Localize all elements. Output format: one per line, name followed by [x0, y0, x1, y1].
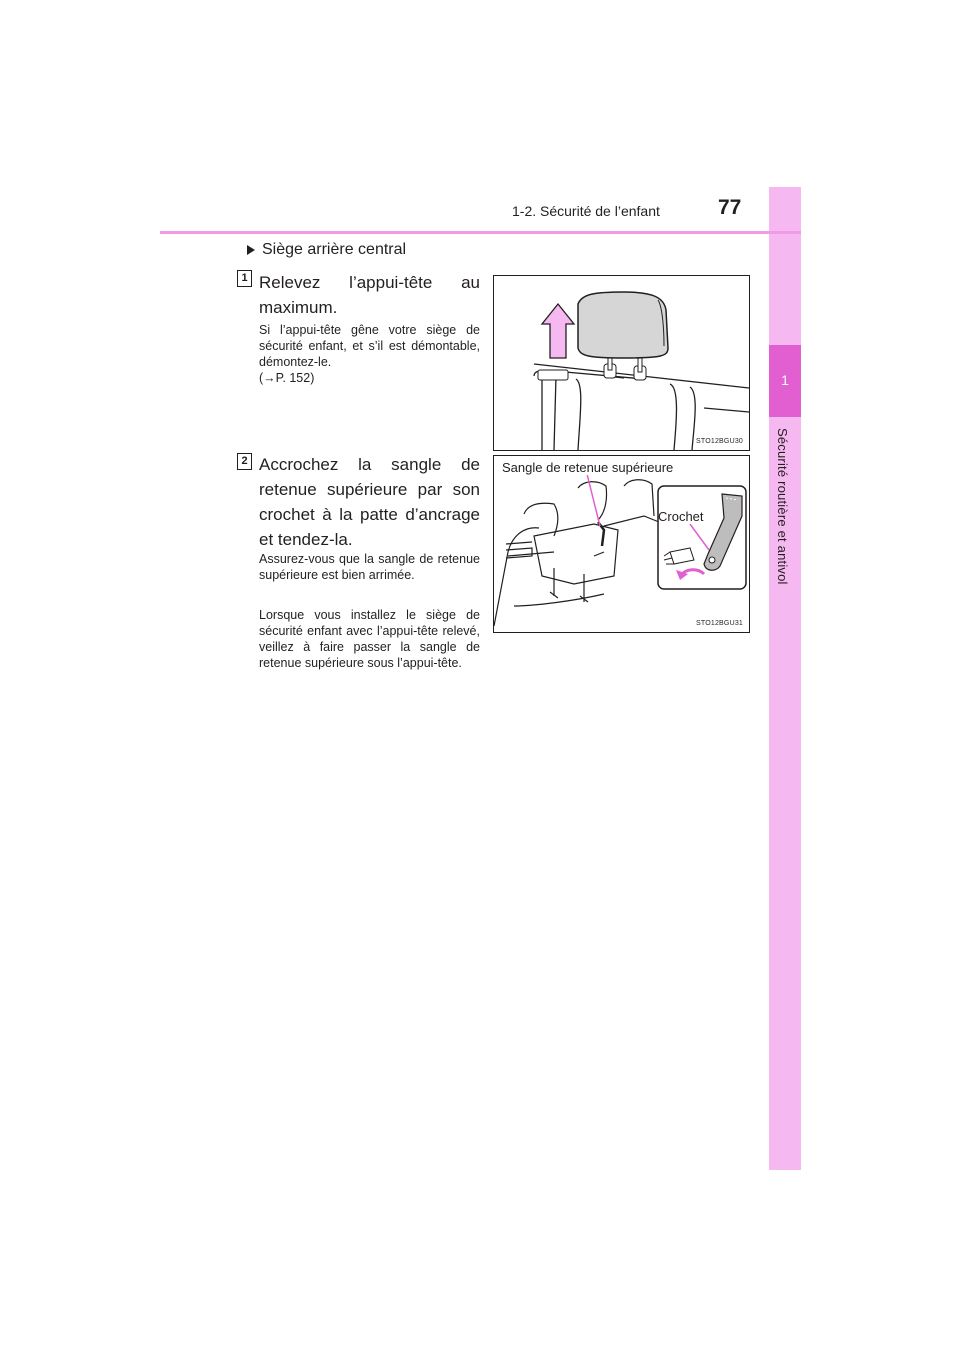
chapter-title: Sécurité routière et antivol [775, 428, 790, 585]
figure-1-code: STO12BGU30 [696, 438, 744, 445]
step-1-text: Relevez l’appui-tête au maximum. [259, 273, 480, 317]
label-hook: Crochet [658, 509, 704, 524]
figure-headrest-raise [493, 275, 750, 451]
headrest-illustration [494, 276, 749, 450]
page-number: 77 [718, 196, 742, 219]
subheading: Siège arrière central [262, 241, 407, 258]
tether-illustration [494, 456, 749, 632]
figure-2-code: STO12BGU31 [696, 620, 744, 627]
chapter-side-tab [769, 187, 801, 1170]
triangle-bullet-icon [247, 245, 255, 255]
step-1-note: Si l’appui-tête gêne votre siège de sécurité enfant, et s’il est démontable, démontez-le. [259, 323, 480, 369]
header-rule [160, 231, 801, 234]
step-2-note-2: Lorsque vous installez le siège de sécurité enfant avec l’appui-tête relevé, veillez à faire passer la sangle de retenue supérieure sous l’appui-tête. [259, 608, 480, 670]
section-title: 1-2. Sécurité de l’enfant [512, 203, 660, 219]
up-arrow-icon [542, 304, 574, 358]
step-2-note-1: Assurez-vous que la sangle de retenue supérieure est bien arrimée. [259, 552, 480, 582]
step-2-text: Accrochez la sangle de retenue supérieure par son crochet à la patte d’ancrage et tendez-la. [259, 455, 480, 549]
step-1-badge: 1 [237, 270, 252, 287]
step-1-page-ref: (→P. 152) [259, 371, 315, 385]
figure-tether-hook [493, 455, 750, 633]
label-top-tether-strap: Sangle de retenue supérieure [502, 460, 674, 475]
step-2-badge: 2 [237, 453, 252, 470]
chapter-number: 1 [781, 372, 789, 388]
